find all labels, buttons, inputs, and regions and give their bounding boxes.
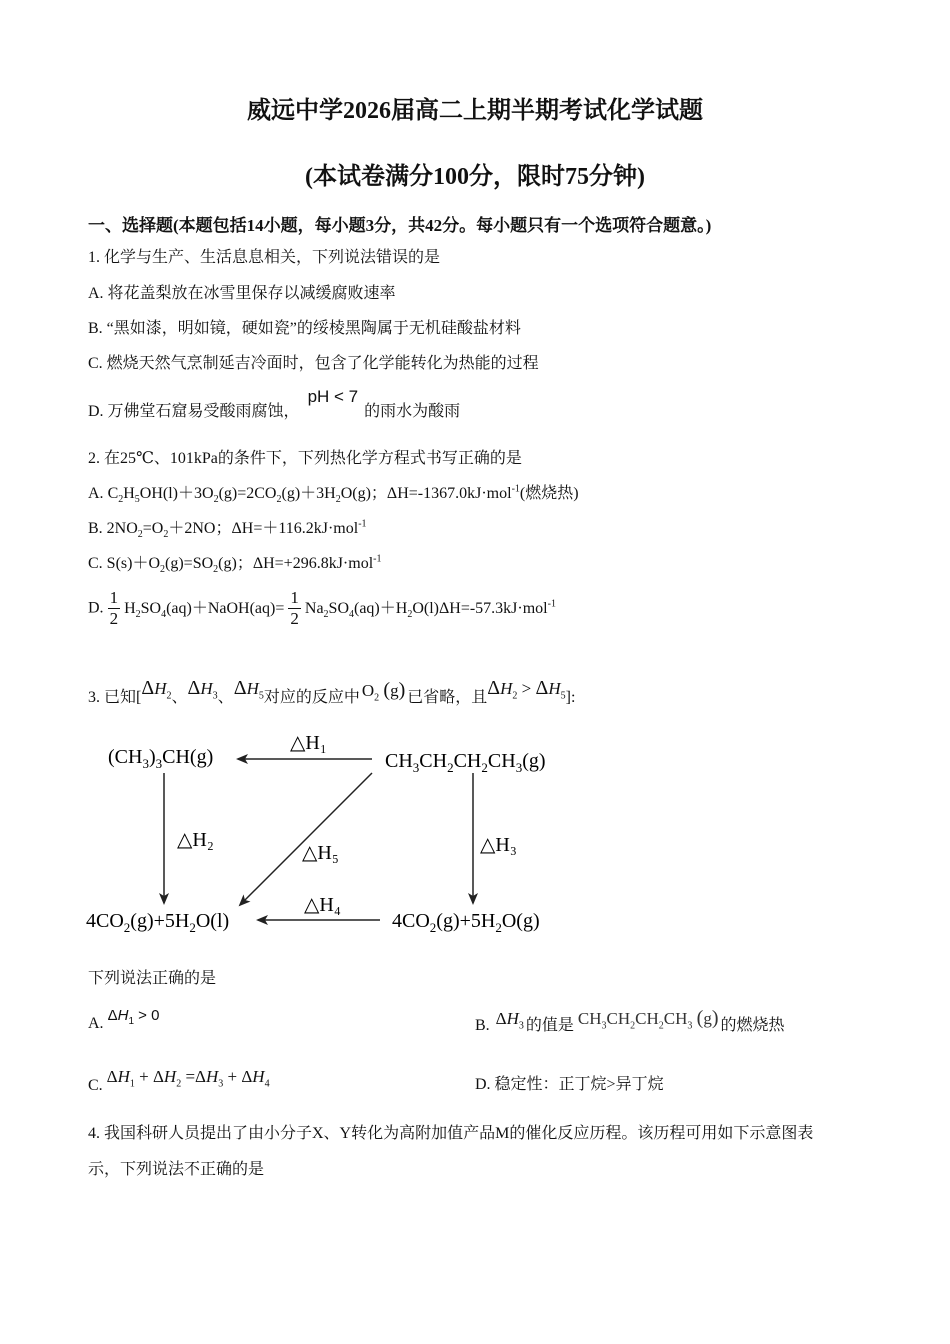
q3-option-b: B. $\Delta H_3$ 的值是 $CH_3CH_2CH_2CH_3$ (g) 的燃烧热 [475,1007,785,1034]
q4-stem-line2: 示，下列说法不正确的是 [88,1161,265,1178]
reaction-pathway-diagram [80,725,580,955]
q3-stem-pre: 3. 已知[ [88,689,142,706]
q2-option-a: A. $C_2H_5OH(l)+3O_2(g)=2CO_2(g)+3H_2O(g)$；ΔH=-1367.0kJ·mol$^{-1}$(燃烧热) [88,483,579,506]
products-gas-label: $4CO_2(g)+5H_2O(g)$ [392,910,540,935]
q2-d-label: D. [88,599,104,617]
q2-option-b: B. $2NO_2=O_2+2NO$；ΔH=＋116.2kJ·mol$^{-1}$ [88,518,367,541]
q1-option-c: C. 燃烧天然气烹制延吉冷面时，包含了化学能转化为热能的过程 [88,355,539,372]
q3-option-d: D. 稳定性：正丁烷>异丁烷 [475,1076,664,1093]
q2-stem: 2. 在25℃、101kPa的条件下，下列热化学方程式书写正确的是 [88,450,522,467]
q1-d-prefix: D. 万佛堂石窟易受酸雨腐蚀， [88,403,300,420]
q2-option-d: D. $\frac{1}{2}$ $H_2SO_4(aq)+NaOH(aq)=$ $\frac{1}{2}$ $Na_2SO_4(aq)+H_2O(l)\Delta H=-57.3kJ\cdot mol^{-1}$ [88,588,556,628]
q1-option-a: A. 将花盖梨放在冰雪里保存以减缓腐败速率 [88,285,396,302]
q1-stem: 1. 化学与生产、生活息息相关，下列说法错误的是 [88,249,441,266]
isobutane-label: $(CH_3)_3CH(g)$ [108,746,214,771]
q1-d-ph: pH < 7 [307,387,359,406]
label-h3: △H₃ [480,834,517,856]
label-h1: △H₁ [290,732,327,754]
q3-b-label: B. [475,1017,490,1034]
q2-a-label: A. [88,485,104,502]
q1-d-suffix: 的雨水为酸雨 [364,403,461,420]
q3-stem-mid2: 已省略，且 [407,689,488,706]
fraction-half: $\frac{1}{2}$ [109,588,119,628]
q2-option-c: C. $S(s)+O_2(g)=SO_2(g)$；ΔH=+296.8kJ·mol$^{-1}$ [88,553,382,576]
q3-option-c: C. $\Delta H_1 + \Delta H_2 =\Delta H_3 + \Delta H_4$ [88,1067,270,1094]
products-liquid-label: $4CO_2(g)+5H_2O(l)$ [86,910,230,935]
section-heading: 一、选择题(本题包括14小题，每小题3分，共42分。每小题只有一个选项符合题意。) [88,216,712,235]
exam-title: 威远中学2026届高二上期半期考试化学试题 [247,98,703,124]
arrow-h5 [240,773,372,905]
q3-b-end: 的燃烧热 [720,1017,785,1034]
q3-question: 下列说法正确的是 [88,970,217,987]
q4-stem-line1: 4. 我国科研人员提出了由小分子X、Y转化为高附加值产品M的催化反应历程。该历程可用如下示意图表 [88,1125,814,1142]
label-h5: △H₅ [302,842,339,864]
q3-option-a: A. $\Delta H_1 > 0$ [88,1007,160,1032]
q1-option-b: B. “黑如漆，明如镜，硬如瓷”的绥棱黑陶属于无机硅酸盐材料 [88,320,521,337]
q3-stem-end: ]: [565,689,576,706]
q3-a-label: A. [88,1015,104,1032]
q3-c-label: C. [88,1077,103,1094]
label-h4: △H₄ [304,894,341,916]
q3-stem: 3. 已知[$\Delta H_2$、$\Delta H_3$、$\Delta H_5$对应的反应中 $O_2$ (g) 已省略，且$\Delta H_2 > \Delta H_5$]: [88,677,576,706]
q2-b-label: B. [88,520,103,537]
label-h2: △H₂ [177,829,214,851]
exam-subtitle: (本试卷满分100分，限时75分钟) [305,164,645,190]
q3-stem-mid1: 对应的反应中 [263,689,360,706]
butane-label: $CH_3CH_2CH_2CH_3(g)$ [385,750,546,775]
q2-c-label: C. [88,555,103,572]
fraction-half-2: $\frac{1}{2}$ [290,588,299,628]
q3-b-mid: 的值是 [525,1017,574,1034]
q1-option-d [88,387,461,422]
